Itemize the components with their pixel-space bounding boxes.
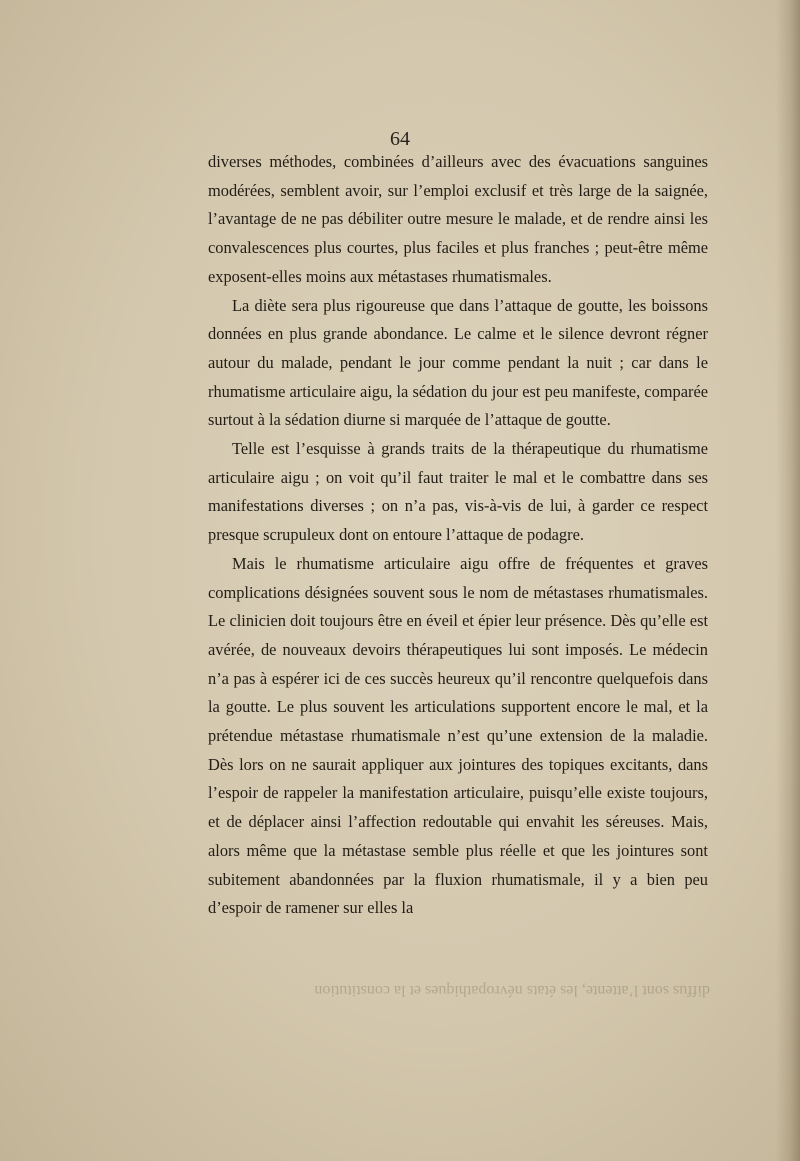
page-edge-shadow [776, 0, 800, 1161]
page-number: 64 [390, 128, 410, 150]
paragraph-3: Telle est l’esquisse à grands traits de la thérapeutique du rhumatisme articulaire aigu ; on voit qu’il faut traiter le mal et le combattre dans ses manifestations diverses ; on n’a pas, vis-à-vis de lui, à garder ce respect presque scrupuleux dont on entoure l’attaque de podagre. [208, 439, 708, 545]
bleed-through-text: diffus sont l’attente, les états névropathiques et la constitution [314, 982, 710, 999]
paragraph-4: Mais le rhumatisme articulaire aigu offre de fréquentes et graves complications désignées souvent sous le nom de métastases rhumatismales. Le clinicien doit toujours être en éveil et épier leur présence. Dès qu’elle est avérée, de nouveaux devoirs thérapeutiques lui sont imposés. Le médecin n’a pas à espérer ici de ces succès heureux qu’il rencontre quelquefois dans la goutte. Le plus souvent les articulations supportent encore le mal, et la prétendue métastase rhumatismale n’est qu’une extension de la maladie. Dès lors on ne saurait appliquer aux jointures des topiques excitants, dans l’espoir de rappeler la manifestation articulaire, puisqu’elle existe toujours, et de déplacer ainsi l’affection redoutable qui envahit les séreuses. Mais, alors même que la métastase semble plus réelle et que les jointures sont subitement abandonnées par la fluxion rhumatismale, il y a bien peu d’espoir de ramener sur elles la [208, 553, 708, 918]
paragraph-1: diverses méthodes, combinées d’ailleurs avec des évacuations sanguines modérées, semblent avoir, sur l’emploi exclusif et très large de la saignée, l’avantage de ne pas débiliter outre mesure le malade, et de rendre ainsi les convalescences plus courtes, plus faciles et plus franches ; peut-être même exposent-elles moins aux métastases rhumatismales. [208, 152, 708, 286]
paragraph-2: La diète sera plus rigoureuse que dans l’attaque de goutte, les boissons données en plus grande abondance. Le calme et le silence devront régner autour du malade, pendant le jour comme pendant la nuit ; car dans le rhumatisme articulaire aigu, la sédation du jour est peu manifeste, comparée surtout à la sédation diurne si marquée de l’attaque de goutte. [208, 295, 708, 430]
body-text [208, 148, 708, 923]
